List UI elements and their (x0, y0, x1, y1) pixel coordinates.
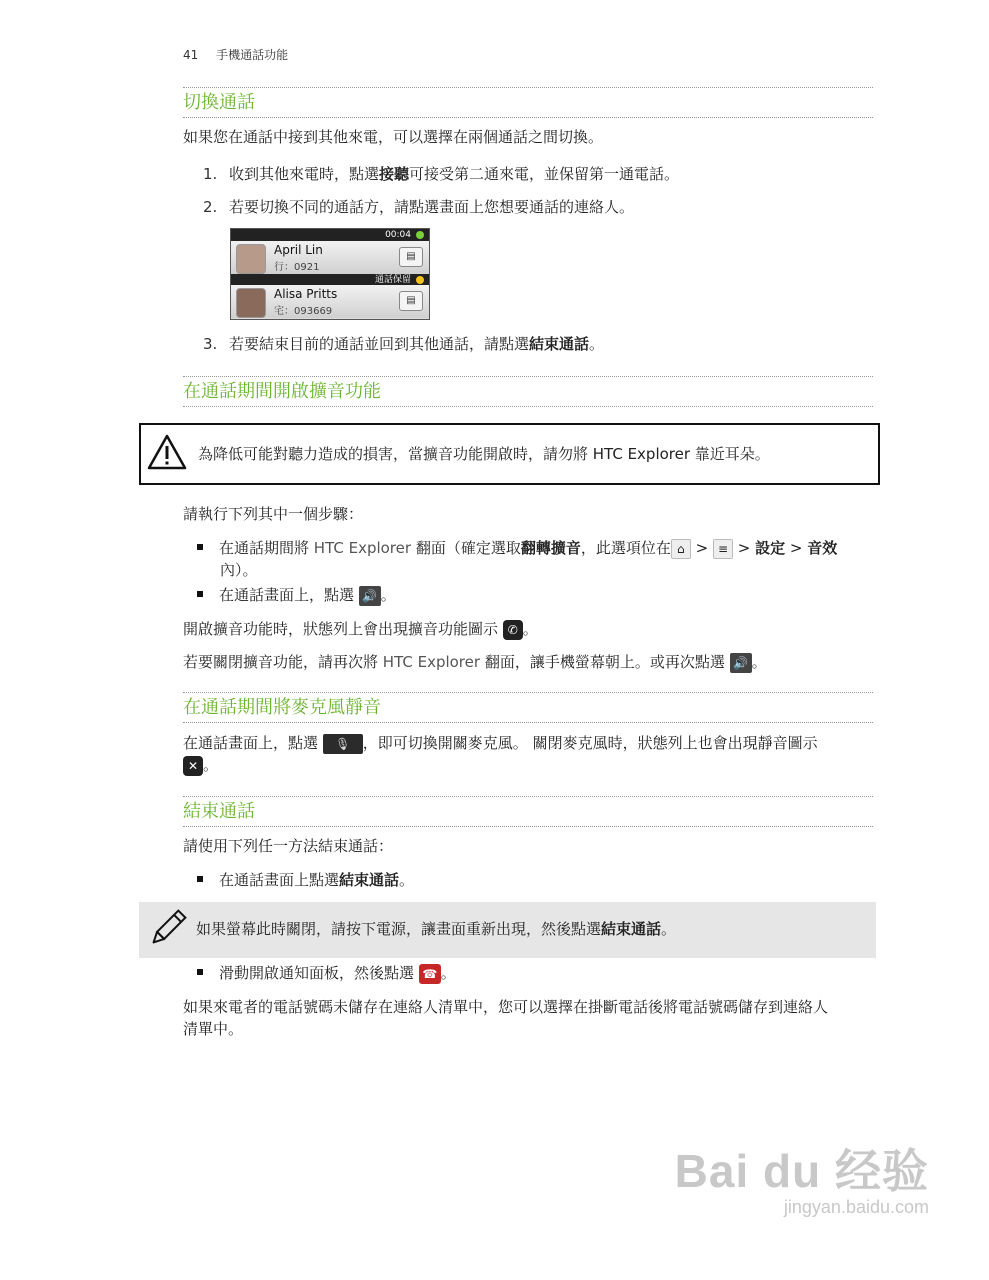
avatar (236, 244, 266, 274)
home-icon: ⌂ (671, 539, 691, 559)
s4-bullet-2: 滑動開啟通知面板，然後點選 ☎ 。 (197, 962, 456, 984)
contact-row-2[interactable]: Alisa Pritts 宅：093669 ▤ (231, 285, 429, 318)
speaker-icon: 🔊 (730, 653, 752, 673)
baidu-watermark: Bai du 经验 jingyan.baidu.com (674, 1145, 929, 1217)
call-timer: 00:04 (385, 230, 411, 240)
chapter-title: 手機通話功能 (216, 48, 289, 62)
avatar (236, 288, 266, 318)
s2-para-2: 若要關閉擴音功能，請再次將 HTC Explorer 翻面，讓手機螢幕朝上。或再次點選 🔊 。 (183, 653, 767, 671)
page-header (183, 46, 288, 63)
s4-lead: 請使用下列任一方法結束通話： (183, 837, 394, 855)
section-title: 結束通話 (183, 801, 255, 822)
note-box (139, 902, 876, 958)
s2-bullet-1: 在通話期間將 HTC Explorer 翻面（確定選取翻轉擴音，此選項位在 ⌂ > ≡ > 設定 > 音效 (197, 537, 877, 559)
contact-card-icon[interactable]: ▤ (399, 247, 423, 267)
end-call-icon: ☎ (419, 964, 441, 984)
mute-status-icon: ✕ (183, 756, 203, 776)
section-title: 切換通話 (183, 92, 255, 113)
s3-para: 在通話畫面上，點選 🎙 ，即可切換開關麥克風。 關閉麥克風時，狀態列上也會出現靜音圖示 ✕ 。 (183, 734, 818, 774)
call-switch-screenshot (230, 228, 430, 320)
s2-lead: 請執行下列其中一個步驟： (183, 505, 364, 523)
step-3: 3. 若要結束目前的通話並回到其他通話，請點選結束通話。 (203, 335, 605, 353)
s4-final: 如果來電者的電話號碼未儲存在連絡人清單中，您可以選擇在掛斷電話後將電話號碼儲存到連絡人 清單中。 (183, 998, 829, 1038)
warning-icon (147, 433, 187, 471)
step-2: 2. 若要切換不同的通話方，請點選畫面上您想要通話的連絡人。 (203, 198, 635, 216)
s2-bullet-2: 在通話畫面上，點選 🔊 。 (197, 584, 396, 606)
page-number: 41 (183, 48, 199, 62)
hold-label: 通話保留 (374, 275, 411, 285)
s2-bullet-1-cont: 內）。 (220, 561, 258, 579)
pencil-icon (147, 908, 187, 950)
menu-icon: ≡ (713, 539, 733, 559)
speakerphone-status-icon: ✆ (503, 620, 523, 640)
section-end-call (183, 796, 873, 827)
s2-para-1: 開啟擴音功能時，狀態列上會出現擴音功能圖示 ✆ 。 (183, 620, 538, 638)
warning-box (139, 423, 880, 485)
section-title: 在通話期間將麥克風靜音 (183, 697, 381, 718)
section-title: 在通話期間開啟擴音功能 (183, 381, 381, 402)
warning-text: 為降低可能對聽力造成的損害，當擴音功能開啟時，請勿將 HTC Explorer 靠近耳朵。 (198, 445, 770, 463)
mute-mic-icon: 🎙 (323, 734, 363, 754)
s4-bullet-1: 在通話畫面上點選結束通話。 (197, 869, 414, 891)
contact-card-icon[interactable]: ▤ (399, 291, 423, 311)
note-text: 如果螢幕此時關閉，請按下電源，讓畫面重新出現，然後點選結束通話。 (196, 920, 677, 938)
s1-intro: 如果您在通話中接到其他來電，可以選擇在兩個通話之間切換。 (183, 128, 604, 146)
section-mute (183, 692, 873, 723)
speaker-icon: 🔊 (359, 586, 381, 606)
contact-row-1[interactable]: April Lin 行：0921 ▤ (231, 241, 429, 274)
section-switch-calls (183, 87, 873, 118)
step-1: 1. 收到其他來電時，點選接聽可接受第二通來電，並保留第一通電話。 (203, 165, 680, 183)
section-speakerphone (183, 376, 873, 407)
